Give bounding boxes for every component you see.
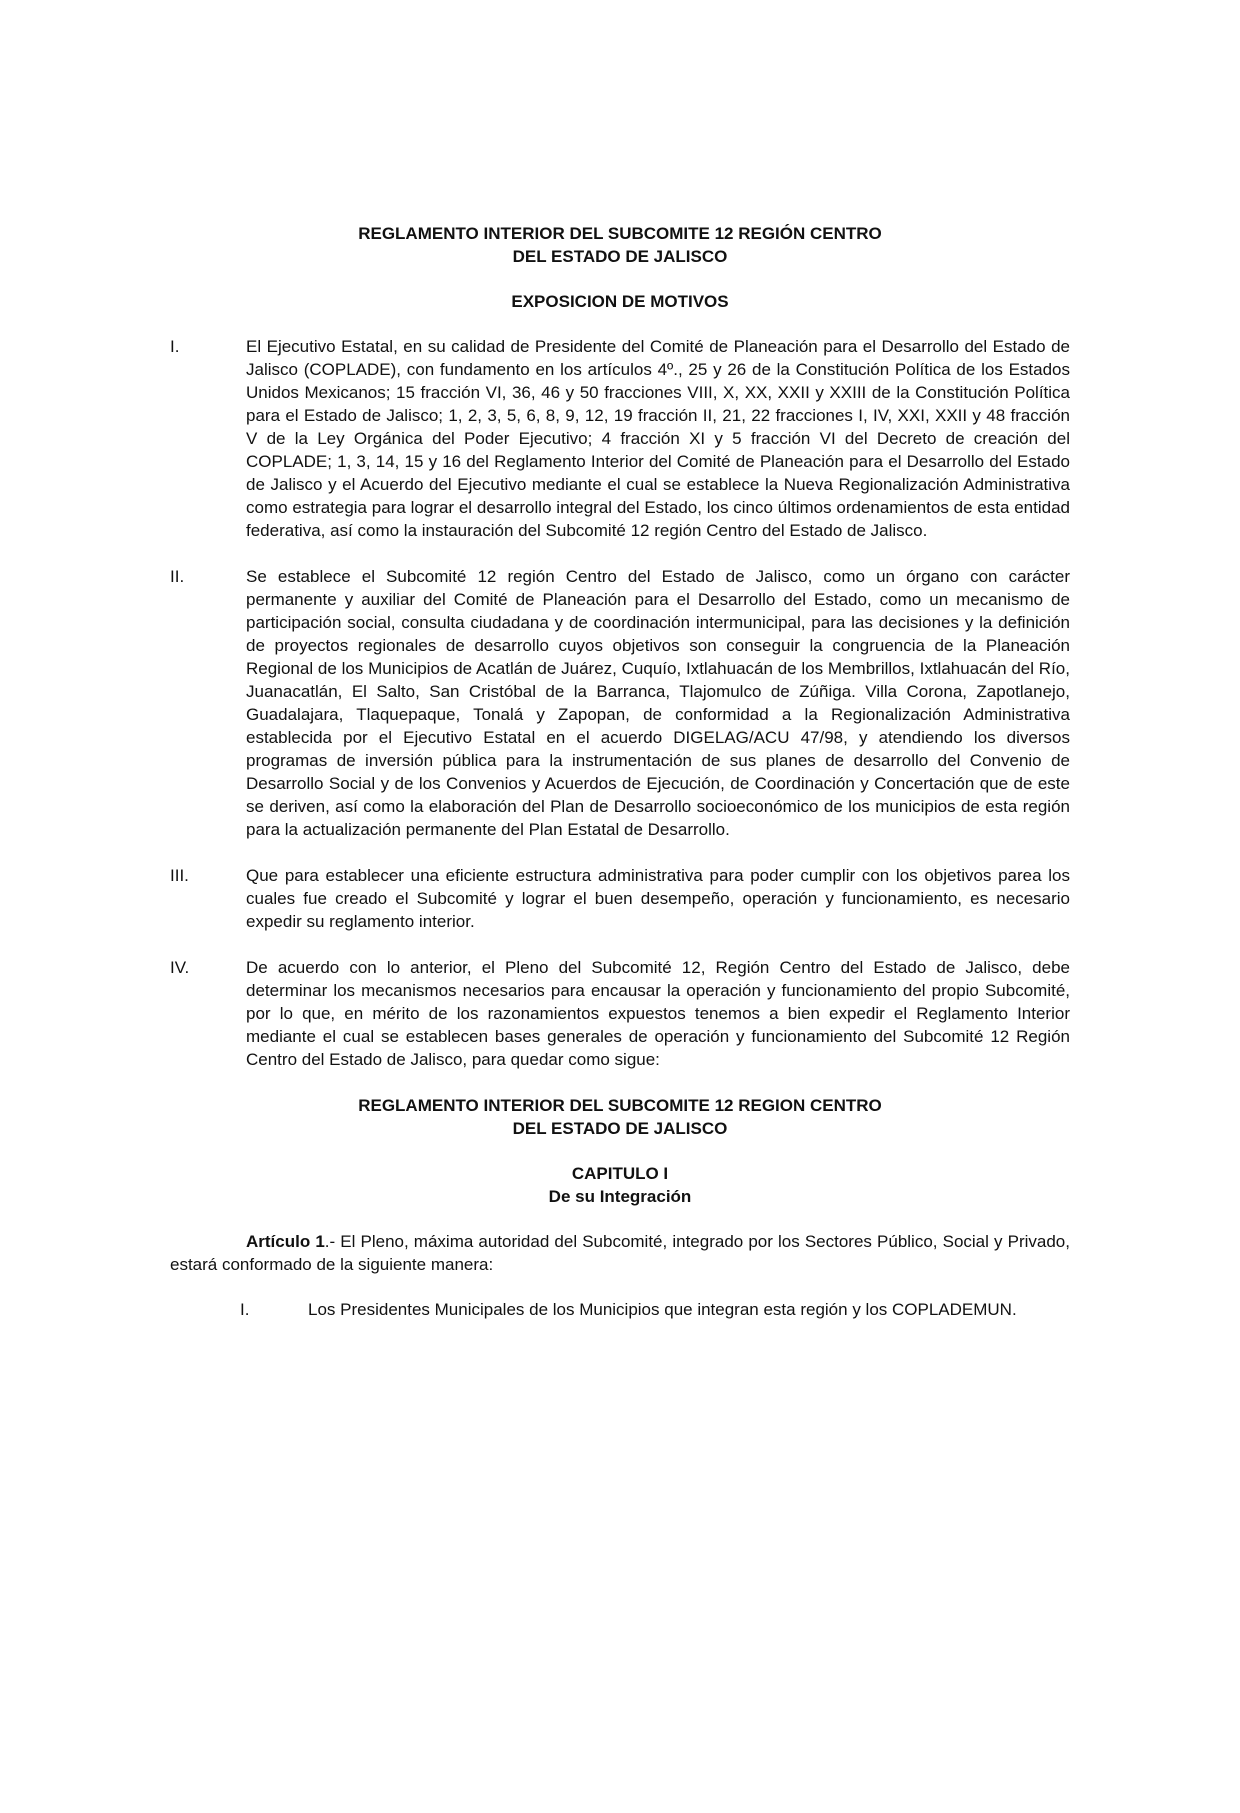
motive-number: III. xyxy=(170,866,189,885)
article-1-item-1 xyxy=(170,1298,1070,1321)
motive-number: IV. xyxy=(170,958,190,977)
article-1-label: Artículo 1 xyxy=(246,1232,325,1251)
document-body xyxy=(170,222,1070,1344)
motive-text: Que para establecer una eficiente estructura administrativa para poder cumplir con los objetivos parea los cuales fue creado el Subcomité y lograr el buen desempeño, operación y funcionamiento, es necesario expedir su reglamento interior. xyxy=(246,866,1070,931)
chapter-heading xyxy=(170,1162,1070,1208)
article-1 xyxy=(170,1230,1070,1276)
chapter-subtitle: De su Integración xyxy=(548,1187,692,1206)
reglamento-title xyxy=(170,1094,1070,1140)
chapter-title: CAPITULO I xyxy=(571,1164,669,1183)
article-1-separator: .- xyxy=(324,1232,336,1251)
motive-item-3 xyxy=(170,864,1070,933)
article-item-number: I. xyxy=(240,1300,250,1319)
reglamento-title-line-2: DEL ESTADO DE JALISCO xyxy=(512,1119,728,1138)
motive-text: Se establece el Subcomité 12 región Centro del Estado de Jalisco, como un órgano con carácter permanente y auxiliar del Comité de Planeación para el Desarrollo del Estado, como un mecanismo de participación social, consulta ciudadana y de coordinación intermunicipal, para las decisiones y la definición de proyectos regionales de desarrollo cuyos objetivos son conseguir la congruencia de la Planeación Regional de los Municipios de Acatlán de Juárez, Cuquío, Ixtlahuacán de los Membrillos, Ixtlahuacán del Río, Juanacatlán, El Salto, San Cristóbal de la Barranca, Tlajomulco de Zúñiga. Villa Corona, Zapotlanejo, Guadalajara, Tlaquepaque, Tonalá y Zapopan, de conformidad a la Regionalización Administrativa establecida por el Ejecutivo Estatal en el acuerdo DIGELAG/ACU 47/98, y atendiendo los diversos programas de inversión pública para la instrumentación de sus planes de desarrollo del Convenio de Desarrollo Social y de los Convenios y Acuerdos de Ejecución, de Coordinación y Concertación que de este se deriven, así como la elaboración del Plan de Desarrollo socioeconómico de los municipios de esta región para la actualización permanente del Plan Estatal de Desarrollo. xyxy=(246,567,1070,839)
motive-text: De acuerdo con lo anterior, el Pleno del Subcomité 12, Región Centro del Estado de Jalisco, debe determinar los mecanismos necesarios para encausar la operación y funcionamiento del propio Subcomité, por lo que, en mérito de los razonamientos expuestos tenemos a bien expedir el Reglamento Interior mediante el cual se establecen bases generales de operación y funcionamiento del Subcomité 12 Región Centro del Estado de Jalisco, para quedar como sigue: xyxy=(246,958,1070,1069)
motive-item-4 xyxy=(170,956,1070,1071)
motive-item-2 xyxy=(170,565,1070,841)
motive-text: El Ejecutivo Estatal, en su calidad de Presidente del Comité de Planeación para el Desarrollo del Estado de Jalisco (COPLADE), con fundamento en los artículos 4º., 25 y 26 de la Constitución Política de los Estados Unidos Mexicanos; 15 fracción VI, 36, 46 y 50 fracciones VIII, X, XX, XXII y XXIII de la Constitución Política para el Estado de Jalisco; 1, 2, 3, 5, 6, 8, 9, 12, 19 fracción II, 21, 22 fracciones I, IV, XXI, XXII y 48 fracción V de la Ley Orgánica del Poder Ejecutivo; 4 fracción XI y 5 fracción VI del Decreto de creación del COPLADE; 1, 3, 14, 15 y 16 del Reglamento Interior del Comité de Planeación para el Desarrollo del Estado de Jalisco y el Acuerdo del Ejecutivo mediante el cual se establece la Nueva Regionalización Administrativa como estrategia para lograr el desarrollo integral del Estado, los cinco últimos ordenamientos de esta entidad federativa, así como la instauración del Subcomité 12 región Centro del Estado de Jalisco. xyxy=(246,337,1070,540)
motive-item-1 xyxy=(170,335,1070,542)
document-title xyxy=(170,222,1070,268)
exposicion-title: EXPOSICION DE MOTIVOS xyxy=(511,292,729,311)
title-line-1: REGLAMENTO INTERIOR DEL SUBCOMITE 12 REGIÓN CENTRO xyxy=(358,224,882,243)
article-1-text: El Pleno, máxima autoridad del Subcomité, integrado por los Sectores Público, Social y Privado, estará conformado de la siguiente manera: xyxy=(170,1232,1070,1274)
reglamento-title-line-1: REGLAMENTO INTERIOR DEL SUBCOMITE 12 REGION CENTRO xyxy=(358,1096,882,1115)
article-item-text: Los Presidentes Municipales de los Municipios que integran esta región y los COPLADEMUN. xyxy=(308,1300,1017,1319)
title-line-2: DEL ESTADO DE JALISCO xyxy=(512,247,728,266)
motive-number: II. xyxy=(170,567,185,586)
motive-number: I. xyxy=(170,337,180,356)
